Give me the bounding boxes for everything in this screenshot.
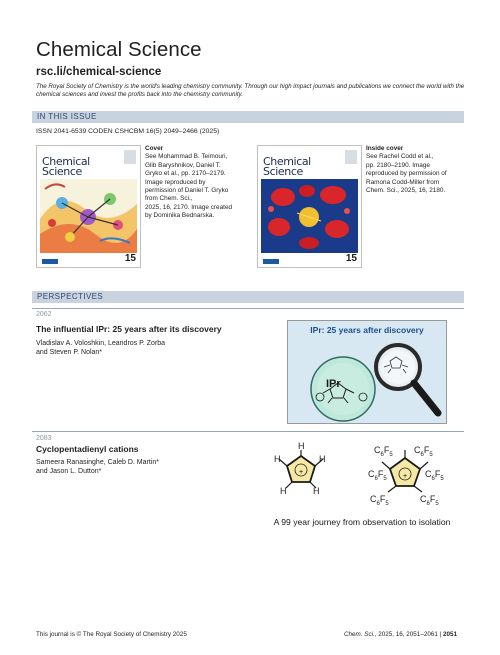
cover-line: permission of Daniel T. Gryko (145, 187, 229, 195)
article-title[interactable]: The influential IPr: 25 years after its discovery (36, 324, 222, 334)
inside-cover-anniversary-badge: 15 (345, 253, 357, 264)
issue-meta: ISSN 2041-6539 CODEN CSHCBM 16(5) 2049–2466 (2025) (36, 128, 220, 135)
journal-url[interactable]: rsc.li/chemical-science (36, 66, 162, 78)
cover-line: Glib Baryshnikov, Daniel T. (145, 161, 221, 169)
ipr-magnifier-illustration (288, 337, 446, 423)
h-label: H (319, 454, 326, 464)
article-authors: Sameera Ranasinghe, Caleb D. Martin* and Jason L. Dutton* (36, 459, 159, 475)
inside-cover-description (366, 145, 476, 195)
footer-citation (344, 631, 457, 638)
rsc-logo (42, 259, 58, 264)
cover-line: Image reproduced by (145, 178, 206, 186)
cover-line: 2025, 16, 2170. Image created (145, 203, 233, 211)
article-authors: Vladislav A. Voloshkin, Leandros P. Zorba and Steven P. Nolan* (36, 340, 166, 356)
inside-cover-heading: Inside cover (366, 145, 404, 152)
article-title[interactable]: Cyclopentadienyl cations (36, 444, 139, 454)
cover-description (145, 145, 250, 221)
c6f5-label: $C_6F_5$ (374, 445, 393, 458)
footer-journal: Chem. Sci. (344, 631, 375, 638)
cover-line: See Mohammad B. Teimouri, (145, 153, 228, 161)
page-number: 2051 (442, 631, 457, 638)
svg-text:+: + (402, 473, 408, 480)
inside-cover-line: Chem. Sci., 2025, 16, 2180. (366, 187, 446, 195)
cover-issue-tag (124, 150, 136, 164)
ipr-toc-graphic (287, 320, 447, 424)
c6f5-label: $C_6F_5$ (368, 469, 387, 482)
footer-cite: , 2025, 16, 2051–2061 | (374, 631, 443, 638)
c6f5-label: $C_6F_5$ (420, 494, 439, 507)
footer-copyright: This journal is © The Royal Society of Chemistry 2025 (36, 631, 187, 638)
h-label: H (274, 454, 281, 464)
journal-blurb: The Royal Society of Chemistry is the world's leading chemistry community. Through our high impact journals and publications we connect the world with the chemical sciences and invest the profits back into the chemistry community. (36, 83, 465, 99)
cover-image (36, 145, 141, 268)
article-pages: 2083 (36, 435, 52, 442)
cover-anniversary-badge: 15 (124, 253, 136, 264)
c6f5-label: $C_6F_5$ (370, 494, 389, 507)
ipr-toc-label: IPr (326, 378, 341, 390)
journal-title: Chemical Science (36, 38, 202, 61)
rsc-logo (263, 259, 279, 264)
cover-heading: Cover (145, 145, 164, 152)
cover-line: from Chem. Sci., (145, 195, 193, 203)
perspectives-bar (32, 291, 464, 303)
ipr-toc-heading: IPr: 25 years after discovery (310, 325, 424, 335)
in-this-issue-bar (32, 111, 464, 123)
h-label: H (313, 486, 320, 496)
article-divider (32, 308, 464, 309)
c6f5-label: $C_6F_5$ (425, 469, 444, 482)
article-divider (32, 431, 464, 432)
inside-cover-image (257, 145, 362, 268)
inside-cover-line: reproduced by permission of (366, 170, 447, 178)
in-this-issue-label: IN THIS ISSUE (37, 112, 97, 121)
cover-line: Gryko et al., pp. 2170–2179. (145, 170, 226, 178)
h-label: H (280, 486, 287, 496)
c6f5-label: $C_6F_5$ (414, 445, 433, 458)
cover-image-title: Chemical Science (42, 155, 90, 178)
inside-cover-line: pp. 2180–2190. Image (366, 161, 430, 169)
inside-cover-issue-tag (345, 150, 357, 164)
inside-cover-line: See Rachel Codd et al., (366, 153, 434, 161)
inside-cover-line: Ramona Codd-Miller from (366, 178, 440, 186)
cover-artwork (40, 179, 137, 253)
perspectives-label: PERSPECTIVES (37, 292, 104, 301)
article-pages: 2062 (36, 311, 52, 318)
inside-cover-artwork (261, 179, 358, 253)
cp-toc-caption: A 99 year journey from observation to isolation (273, 517, 451, 527)
svg-text:+: + (298, 469, 304, 476)
inside-cover-image-title: Chemical Science (263, 155, 311, 178)
h-label: H (298, 441, 305, 451)
cover-line: by Dominika Bednarska. (145, 212, 215, 220)
